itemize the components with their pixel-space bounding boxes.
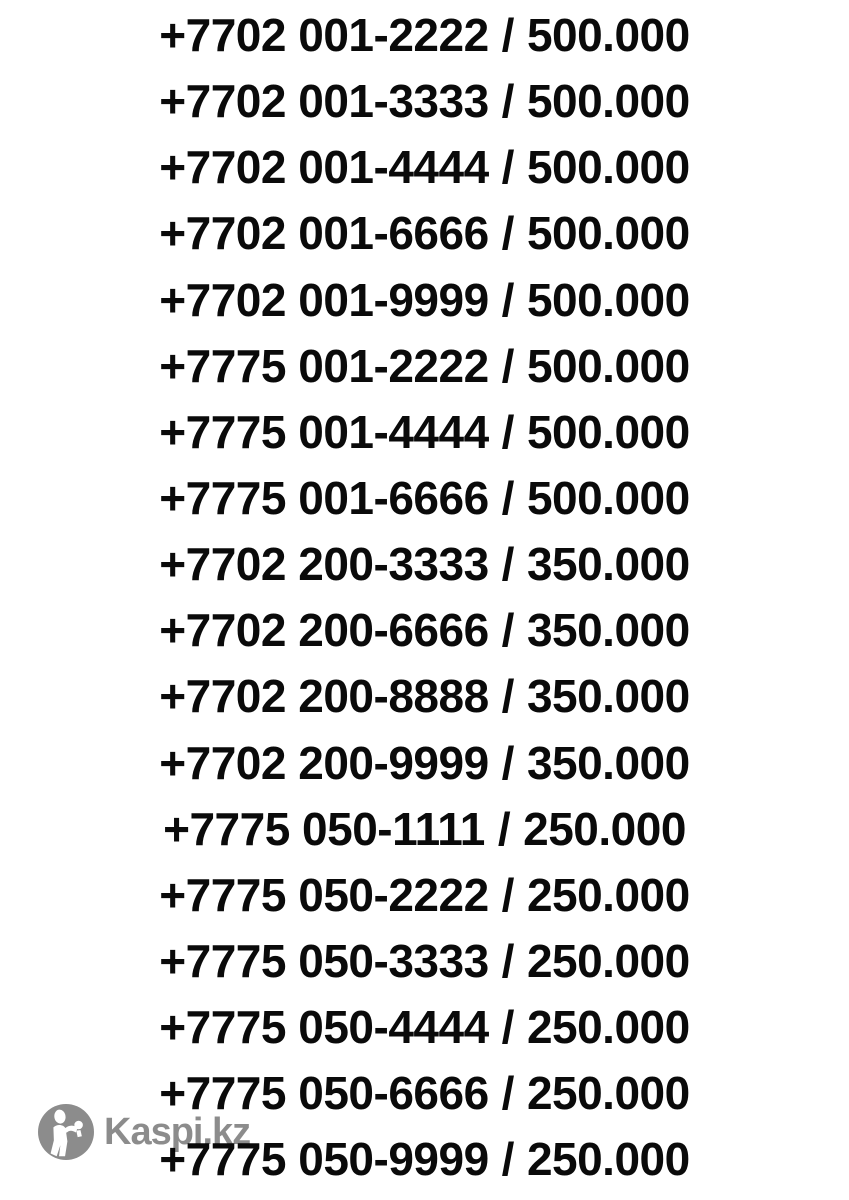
price-separator: /: [501, 736, 514, 789]
list-item: [0, 663, 849, 729]
phone-number: +7775 050-2222: [159, 868, 489, 921]
phone-number: +7775 050-4444: [159, 1001, 489, 1054]
phone-number: +7702 200-6666: [159, 604, 489, 657]
phone-number: +7702 001-6666: [159, 207, 489, 260]
price-separator: /: [501, 604, 514, 657]
price-separator: /: [501, 1133, 514, 1186]
price-separator: /: [501, 1067, 514, 1120]
price-separator: /: [501, 935, 514, 988]
price-value: 500.000: [526, 472, 690, 525]
list-item: [0, 2, 849, 68]
price-value: 250.000: [526, 1133, 690, 1186]
price-separator: /: [501, 273, 514, 326]
price-separator: /: [497, 802, 511, 855]
phone-number: +7775 001-2222: [159, 339, 489, 392]
price-value: 500.000: [526, 9, 690, 62]
price-value: 250.000: [526, 1001, 690, 1054]
price-separator: /: [501, 472, 514, 525]
price-value: 500.000: [526, 339, 690, 392]
list-item: [0, 796, 849, 862]
price-separator: /: [501, 339, 514, 392]
phone-number: +7775 050-9999: [159, 1133, 489, 1186]
price-value: 500.000: [526, 405, 690, 458]
price-separator: /: [501, 141, 514, 194]
price-separator: /: [501, 1001, 514, 1054]
phone-number: +7702 200-9999: [159, 736, 489, 789]
list-item: [0, 200, 849, 266]
list-item: [0, 862, 849, 928]
price-separator: /: [501, 405, 514, 458]
price-value: 500.000: [526, 207, 690, 260]
list-item: [0, 1126, 849, 1192]
list-item: [0, 730, 849, 796]
price-separator: /: [501, 868, 514, 921]
list-item: [0, 994, 849, 1060]
phone-number: +7702 001-3333: [159, 75, 489, 128]
price-value: 350.000: [526, 670, 690, 723]
list-item: [0, 399, 849, 465]
price-value: 350.000: [526, 736, 690, 789]
price-separator: /: [501, 75, 514, 128]
list-item: [0, 333, 849, 399]
list-item: [0, 134, 849, 200]
price-value: 250.000: [526, 1067, 690, 1120]
list-item: [0, 465, 849, 531]
phone-number: +7775 050-1111: [163, 802, 485, 855]
phone-number: +7702 001-2222: [159, 9, 489, 62]
price-separator: /: [501, 670, 514, 723]
price-value: 350.000: [526, 538, 690, 591]
list-item: [0, 928, 849, 994]
phone-number: +7702 200-3333: [159, 538, 489, 591]
price-value: 500.000: [526, 141, 690, 194]
phone-number: +7775 001-6666: [159, 472, 489, 525]
kaspi-brand-label: Kaspi.kz: [104, 1111, 251, 1153]
phone-number: +7775 001-4444: [159, 405, 489, 458]
list-item: [0, 267, 849, 333]
price-value: 250.000: [526, 868, 690, 921]
list-item: [0, 1060, 849, 1126]
list-item: [0, 68, 849, 134]
price-value: 500.000: [526, 273, 690, 326]
phone-number: +7775 050-3333: [159, 935, 489, 988]
price-value: 350.000: [526, 604, 690, 657]
phone-number: +7702 200-8888: [159, 670, 489, 723]
price-value: 500.000: [526, 75, 690, 128]
list-item: [0, 597, 849, 663]
phone-number: +7702 001-9999: [159, 273, 489, 326]
price-value: 250.000: [523, 802, 686, 855]
price-separator: /: [501, 9, 514, 62]
phone-number: +7702 001-4444: [159, 141, 489, 194]
list-item: [0, 531, 849, 597]
price-separator: /: [501, 538, 514, 591]
phone-price-list: [0, 2, 849, 1193]
phone-number: +7775 050-6666: [159, 1067, 489, 1120]
price-separator: /: [501, 207, 514, 260]
price-value: 250.000: [526, 935, 690, 988]
